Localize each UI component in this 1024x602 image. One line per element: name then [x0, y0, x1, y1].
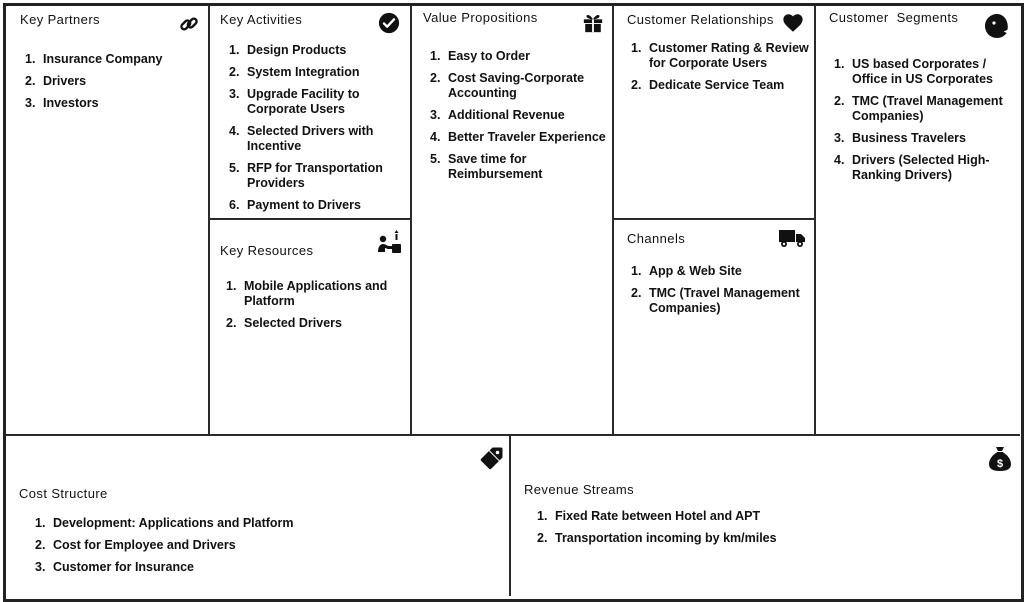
- list-item: 3. Business Travelers: [834, 131, 966, 145]
- customer-relationships-title: Customer Relationships: [627, 12, 774, 27]
- svg-text:$: $: [996, 458, 1004, 470]
- list-item: 6. Payment to Drivers: [229, 198, 361, 212]
- key-activities-title: Key Activities: [220, 12, 303, 27]
- worker-icon: [375, 228, 403, 256]
- list-item: 2. Transportation incoming by km/miles: [537, 531, 777, 545]
- value-propositions-block: [412, 6, 612, 434]
- revenue-streams-title: Revenue Streams: [524, 482, 635, 497]
- customer-segments-title: Customer Segments: [829, 10, 959, 25]
- list-item: 4. Selected Drivers with Incentive: [229, 124, 374, 153]
- list-item: 2. TMC (Travel Management Companies): [631, 286, 800, 315]
- list-item: 2. Dedicate Service Team: [631, 78, 785, 92]
- list-item: 4. Better Traveler Experience: [430, 130, 606, 144]
- cost-structure-title: Cost Structure: [19, 486, 108, 501]
- list-item: 4. Drivers (Selected High-Ranking Drivers): [834, 153, 990, 182]
- list-item: 2. Drivers: [25, 74, 87, 88]
- cost-structure-block: [6, 436, 509, 596]
- key-resources-title: Key Resources: [220, 243, 314, 258]
- tag-icon: [480, 446, 504, 470]
- key-partners-list: [25, 52, 200, 118]
- list-item: 3. Investors: [25, 96, 99, 110]
- gift-icon: [582, 12, 604, 34]
- heart-icon: [782, 12, 804, 34]
- list-item: 1. Design Products: [229, 43, 347, 57]
- money-bag-icon: [988, 446, 1012, 472]
- customer-relationships-list: [631, 41, 813, 100]
- checkmark-icon: [378, 12, 400, 34]
- list-item: 2. Cost Saving-Corporate Accounting: [430, 71, 585, 100]
- channels-title: Channels: [627, 231, 686, 246]
- customer-segments-block: [816, 6, 1018, 434]
- revenue-streams-list: [537, 509, 1007, 553]
- list-item: 2. Selected Drivers: [226, 316, 342, 330]
- face-icon: [984, 13, 1010, 39]
- key-resources-block: [210, 220, 410, 434]
- list-item: 1. Easy to Order: [430, 49, 530, 63]
- list-item: 3. Upgrade Facility to Corporate Users: [229, 87, 360, 116]
- list-item: 5. Save time for Reimbursement: [430, 152, 543, 181]
- truck-icon: [778, 226, 806, 250]
- customer-relationships-block: [614, 6, 814, 218]
- key-resources-list: [226, 279, 406, 338]
- list-item: 2. TMC (Travel Management Companies): [834, 94, 1003, 123]
- list-item: 3. Customer for Insurance: [35, 560, 195, 574]
- list-item: 1. Fixed Rate between Hotel and APT: [537, 509, 761, 523]
- list-item: 5. RFP for Transportation Providers: [229, 161, 383, 190]
- key-partners-title: Key Partners: [20, 12, 100, 27]
- channels-block: [614, 220, 814, 434]
- value-propositions-title: Value Propositions: [423, 10, 538, 25]
- value-propositions-list: [430, 49, 612, 189]
- list-item: 1. Customer Rating & Review for Corporate Users: [631, 41, 809, 70]
- list-item: 2. Cost for Employee and Drivers: [35, 538, 236, 552]
- list-item: 1. Insurance Company: [25, 52, 163, 66]
- list-item: 1. Development: Applications and Platform: [35, 516, 294, 530]
- customer-segments-list: [834, 57, 1014, 190]
- link-icon: [178, 13, 200, 35]
- list-item: 1. US based Corporates / Office in US Corporates: [834, 57, 993, 86]
- list-item: 1. App & Web Site: [631, 264, 742, 278]
- revenue-streams-block: [511, 436, 1018, 596]
- cost-structure-list: [35, 516, 495, 582]
- key-partners-block: [6, 6, 208, 434]
- list-item: 1. Mobile Applications and Platform: [226, 279, 388, 308]
- list-item: 2. System Integration: [229, 65, 360, 79]
- channels-list: [631, 264, 813, 323]
- key-activities-list: [229, 43, 407, 220]
- key-activities-block: [210, 6, 410, 218]
- list-item: 3. Additional Revenue: [430, 108, 565, 122]
